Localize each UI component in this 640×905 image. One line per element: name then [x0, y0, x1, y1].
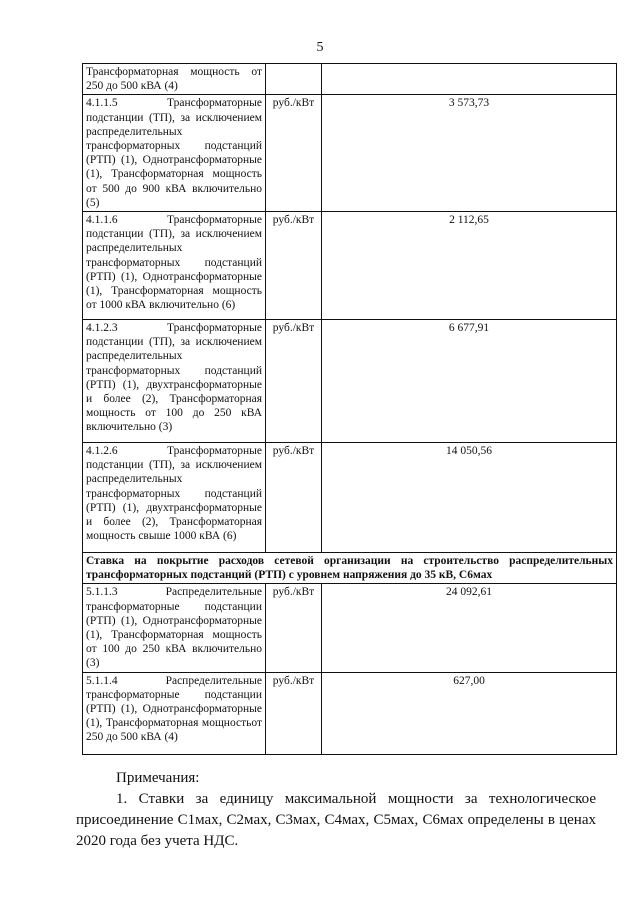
row-value: 3 573,73 — [322, 95, 617, 212]
table-row — [83, 95, 617, 212]
notes-item-1: 1. Ставки за единицу максимальной мощности за технологическое присоединение С1мах, С2мах, С3мах, С4мах, С5мах, С6мах определены в ценах 2020 года без учета НДС. — [76, 791, 596, 849]
table-row — [83, 443, 617, 553]
tariff-table — [82, 63, 617, 755]
row-unit: руб./кВт — [266, 95, 322, 212]
row-description: Трансформаторная мощность от 250 до 500 кВА (4) — [83, 64, 266, 95]
row-description: 5.1.1.4 Распределительные трансформаторные подстанции (РТП) (1), Однотрансформаторные (1), Трансформаторная мощностьот 250 до 500 кВА (4) — [83, 672, 266, 754]
row-value: 24 092,61 — [322, 584, 617, 672]
row-value: 14 050,56 — [322, 443, 617, 553]
page-number: 5 — [316, 40, 324, 55]
section-header-row — [83, 553, 617, 584]
row-unit: руб./кВт — [266, 320, 322, 443]
row-value: 627,00 — [322, 672, 617, 754]
row-unit: руб./кВт — [266, 584, 322, 672]
row-value: 6 677,91 — [322, 320, 617, 443]
table-row — [83, 320, 617, 443]
row-unit: руб./кВт — [266, 672, 322, 754]
row-description: 4.1.2.3 Трансформаторные подстанции (ТП), за исключением распределительных трансформаторных подстанций (РТП) (1), двухтрансформаторные и более (2), Трансформаторная мощность от 100 до 250 кВА включительно (3) — [83, 320, 266, 443]
table-row — [83, 672, 617, 754]
row-description: 5.1.1.3 Распределительные трансформаторные подстанции (РТП) (1), Однотрансформаторные (1), Трансформаторная мощность от 100 до 250 кВА включительно (3) — [83, 584, 266, 672]
notes-title: Примечания: — [116, 770, 200, 786]
row-description: 4.1.1.5 Трансформаторные подстанции (ТП), за исключением распределительных трансформаторных подстанций (РТП) (1), Однотрансформаторные (1), Трансформаторная мощность от 500 до 900 кВА включительно (5) — [83, 95, 266, 212]
row-description: 4.1.2.6 Трансформаторные подстанции (ТП), за исключением распределительных трансформаторных подстанций (РТП) (1), двухтрансформаторные и более (2), Трансформаторная мощность свыше 1000 кВА (6) — [83, 443, 266, 553]
row-value: 2 112,65 — [322, 212, 617, 320]
notes-block — [76, 768, 596, 852]
table-row — [83, 64, 617, 95]
row-description: 4.1.1.6 Трансформаторные подстанции (ТП), за исключением распределительных трансформаторных подстанций (РТП) (1), Однотрансформаторные (1), Трансформаторная мощность от 1000 кВА включительно (6) — [83, 212, 266, 320]
row-unit — [266, 64, 322, 95]
row-unit: руб./кВт — [266, 443, 322, 553]
table-row — [83, 212, 617, 320]
row-value — [322, 64, 617, 95]
section-header: Ставка на покрытие расходов сетевой организации на строительство распределительных трансформаторных подстанций (РТП) с уровнем напряжения до 35 кВ, C6мах — [83, 553, 617, 584]
row-unit: руб./кВт — [266, 212, 322, 320]
table-row — [83, 584, 617, 672]
